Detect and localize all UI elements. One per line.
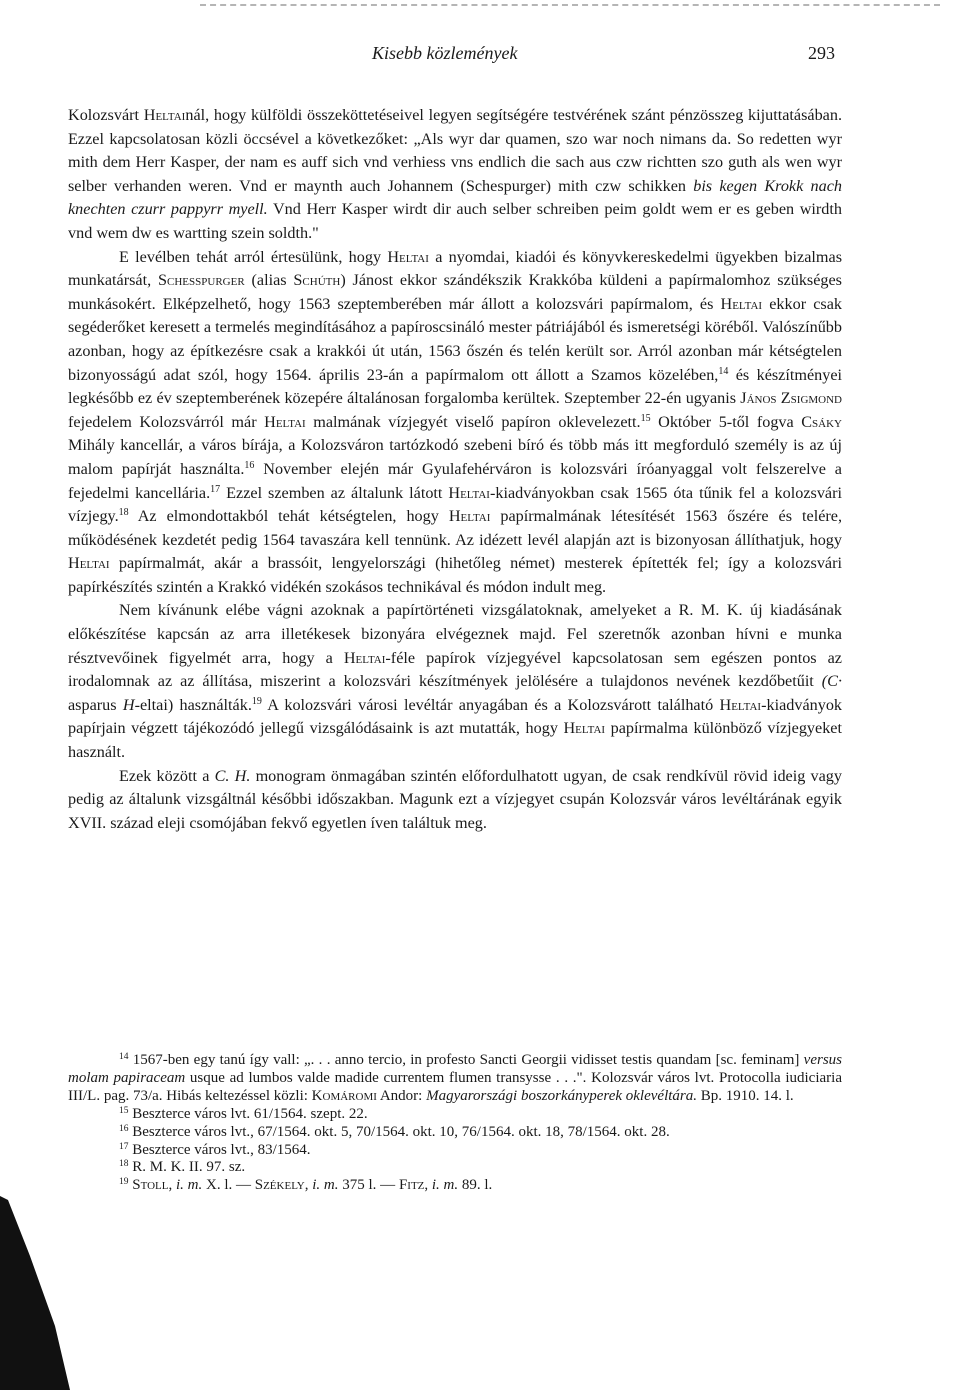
footnote-number: 15 xyxy=(119,1105,129,1116)
text-run: usque ad lumbos valde madide currentem flumen transysse . . .". Kolozsvár város lvt. Protocolla iudiciaria III/L. pag. 73/a. Hibás keltezéssel közli: xyxy=(68,1069,842,1104)
person-name: Komáromi xyxy=(311,1087,377,1104)
text-run: Beszterce város lvt. 61/1564. szept. 22. xyxy=(128,1105,368,1122)
footnote-ref: 19 xyxy=(251,695,262,707)
footnote-17 xyxy=(68,1142,842,1160)
text-run: X. l. — xyxy=(202,1177,255,1194)
person-name: Heltai xyxy=(563,719,606,738)
italic-text: versus molam papiraceam xyxy=(68,1052,842,1086)
text-run: Vnd Herr Kasper wirdt dir auch selber schreiben peim goldt wem er es geben wirdth vnd wem dw es wartting szein soldth." xyxy=(68,200,842,242)
text-run: -féle papírok vízjegyével kapcsolatosan sem egészen pontos az irodalomnak az az állítása, miszerint a kolozsvári készítmények jelölésére a tulajdonos nevének kezdőbetűit xyxy=(68,648,842,691)
italic-text: i. m. xyxy=(176,1177,203,1194)
text-run: monogram önmagában szintén előfordulhatott ugyan, de csak rendkívül rövid ideig vagy pedig az általunk vizsgáltnál későbbi időszakban. Magunk ezt a vízjegyet csupán Kolozsvár város levéltárának egyik XVII. század eleji csomójában fekvő egyetlen íven találtuk meg. xyxy=(68,766,842,832)
person-name: János Zsigmond xyxy=(740,389,842,408)
person-name: Schesspurger xyxy=(158,271,245,290)
person-name: Schúth xyxy=(293,271,341,290)
text-run: -eltai) használták. xyxy=(134,695,252,714)
footnotes xyxy=(68,1052,842,1195)
person-name: Heltai xyxy=(719,695,762,714)
person-name: Heltai xyxy=(264,412,306,431)
text-run: ekkor csak segéderőket keresett a termelés megindításához a papíroscsináló mester pátriájából és ismeretségi köréből. Valószínűbb azonban, hogy az építkezésre csak a krakkói út után, 1563 őszén és telén került sor. Arról azonban már kétségtelen bizonyosságú adat szól, hogy 1564. április 23-án a papírmalom ott állott a Szamos közelében, xyxy=(68,294,842,384)
footnote-number: 19 xyxy=(119,1177,129,1188)
running-head: Kisebb közlemények xyxy=(372,43,518,63)
footnote-ref: 15 xyxy=(640,412,651,424)
text-run: Az elmondottakból tehát kétségtelen, hogy xyxy=(128,507,449,526)
footnote-16 xyxy=(68,1124,842,1142)
text-run: , xyxy=(304,1177,313,1194)
text-run: Nem kívánunk elébe vágni azoknak a papírtörténeti vizsgálatoknak, amelyeket a R. M. K. új kiadásának előkészítése kapcsán az arra illetékesek bizonyára elvégeznek majd. Fel szeretnők azonban hívni e munka résztvevőinek figyelmét arra, hogy a xyxy=(68,601,842,667)
person-name: Csáky xyxy=(801,412,842,431)
scan-edge-line xyxy=(200,4,940,6)
text-run: Mihály kancellár, a város bírája, a Kolozsváron tartózkodó szebeni bíró és több más itt megforduló személy is az új malom papírját használta. xyxy=(68,436,842,478)
italic-text: Magyarországi boszorkányperek oklevéltára. xyxy=(426,1087,697,1104)
text-run: , xyxy=(424,1177,432,1194)
italic-text: i. m. xyxy=(312,1177,339,1194)
text-run: asparus xyxy=(68,695,123,714)
person-name: Heltai xyxy=(143,106,186,124)
paragraph-1 xyxy=(68,104,842,246)
text-run: papírmalma különböző vízjegyeket használt. xyxy=(68,719,842,762)
footnote-number: 18 xyxy=(119,1159,129,1170)
text-run: nál, hogy külföldi összeköttetéseivel legyen segítségére testvérének szánt pénzösszeg kijuttatásában. Ezzel kapcsolatosan közli öccsével a következőket: „Als wyr dar quamen, szo war noch nimans da. So redetten wyr mith dem Herr Kasper, der nam es auff sich vnd verhiess vns endlich die sach aus czw richtten szo guth als wen wyr selber verhanden weren. Vnd er maynth auch Johannem (Schespurger) mith czw schikken xyxy=(68,106,842,195)
paragraph-4 xyxy=(68,765,842,836)
text-run: Ezek között a xyxy=(119,766,215,785)
text-run: 89. l. xyxy=(458,1177,493,1194)
text-run: Andor: xyxy=(376,1087,427,1104)
text-run: R. M. K. II. 97. sz. xyxy=(128,1159,246,1176)
text-run: papírmalmát, akár a brassóit, lengyelországi (hihetőleg német) mesterek építették fel; így a kolozsvári papírkészítés szintén a Krakkó vidékén szokásos technikával és módon indult meg. xyxy=(68,554,842,596)
italic-quote: bis kegen Krokk nach knechten czurr pappyrr myell. xyxy=(68,176,842,219)
person-name: Heltai xyxy=(68,554,110,573)
text-run: Beszterce város lvt., 83/1564. xyxy=(128,1141,311,1158)
footnote-ref: 14 xyxy=(718,365,729,377)
text-run: -kiadványokban csak 1565 óta tűnik fel a kolozsvári vízjegy. xyxy=(68,483,842,526)
scan-shadow-corner xyxy=(0,1196,70,1390)
main-text xyxy=(68,104,842,835)
person-name: Heltai xyxy=(448,507,491,526)
footnote-ref: 17 xyxy=(210,483,221,495)
text-run: Beszterce város lvt., 67/1564. okt. 5, 70/1564. okt. 10, 76/1564. okt. 18, 78/1564. okt. 28. xyxy=(128,1123,670,1140)
text-run: Bp. 1910. 14. l. xyxy=(697,1087,794,1104)
person-name: Heltai xyxy=(343,648,386,667)
footnote-number: 17 xyxy=(119,1141,129,1152)
footnote-19 xyxy=(68,1177,842,1195)
text-run: fejedelem Kolozsvárról már xyxy=(68,412,265,431)
text-run: papírmalmának létesítését 1563 őszére és telére, működésének kezdetét pedig 1564 tavaszára kell tennünk. Az idézett levél alapján azt is bizonyosan állíthatjuk, hogy xyxy=(68,507,842,549)
text-run: November elején már Gyulafehérváron is kolozsvári íróanyaggal volt felszerelve a fejedelmi kancellária. xyxy=(68,459,842,502)
text-run: és készítményei legkésőbb ez év szeptemberének közepére általánosan forgalomba kerültek. Szeptember 22-én ugyanis xyxy=(68,365,843,408)
person-name: Stoll xyxy=(132,1177,169,1194)
footnote-ref: 16 xyxy=(244,459,255,471)
paragraph-3 xyxy=(68,599,842,764)
footnote-ref: 18 xyxy=(118,507,129,519)
text-run: E levélben tehát arról értesülünk, hogy xyxy=(119,247,388,266)
text-run: , xyxy=(168,1177,176,1194)
person-name: Heltai xyxy=(720,294,763,313)
footnote-number: 16 xyxy=(119,1123,129,1134)
italic-text: i. m. xyxy=(431,1177,459,1194)
paragraph-2 xyxy=(68,246,842,600)
text-run: ) Jánost ekkor szándékszik Krakkóba küldeni a papírmalomhoz szükséges munkásokért. Elképzelhető, hogy 1563 szeptemberében már állott a kolozsvári papírmalom, és xyxy=(68,271,842,313)
text-run: 375 l. — xyxy=(338,1177,399,1194)
footnote-15 xyxy=(68,1106,842,1124)
person-name: Heltai xyxy=(448,483,490,502)
text-run: malmának vízjegyét viselő papíron oklevelezett. xyxy=(305,412,641,431)
footnote-14 xyxy=(68,1052,842,1106)
person-name: Fitz xyxy=(398,1177,425,1194)
text-run: a nyomdai, kiadói és könyvkereskedelmi ügyekben bizalmas munkatársát, xyxy=(68,247,842,290)
text-run: Október 5-től fogva xyxy=(650,412,802,431)
person-name: Székely xyxy=(254,1177,305,1194)
text-run: A kolozsvári városi levéltár anyagában és a Kolozsvárott található xyxy=(261,695,720,714)
text-run: -kiadványok papírjain végzett tájékozódó jellegű vizsgálódásaink is azt mutatták, hogy xyxy=(68,695,843,738)
footnote-number: 14 xyxy=(119,1052,129,1062)
person-name: Heltai xyxy=(387,247,429,266)
text-run: (alias xyxy=(244,271,294,290)
italic-text: C. H. xyxy=(214,766,251,785)
page-number: 293 xyxy=(808,43,835,63)
italic-text: (C· xyxy=(821,672,842,691)
italic-text: H xyxy=(122,695,135,714)
text-run: 1567-ben egy tanú így vall: „. . . anno tercio, in profesto Sancti Georgii vidisset testis quandam [sc. feminam] xyxy=(128,1052,804,1068)
text-run: Kolozsvárt xyxy=(68,106,144,124)
text-run: Ezzel szemben az általunk látott xyxy=(220,483,449,502)
footnote-18 xyxy=(68,1159,842,1177)
